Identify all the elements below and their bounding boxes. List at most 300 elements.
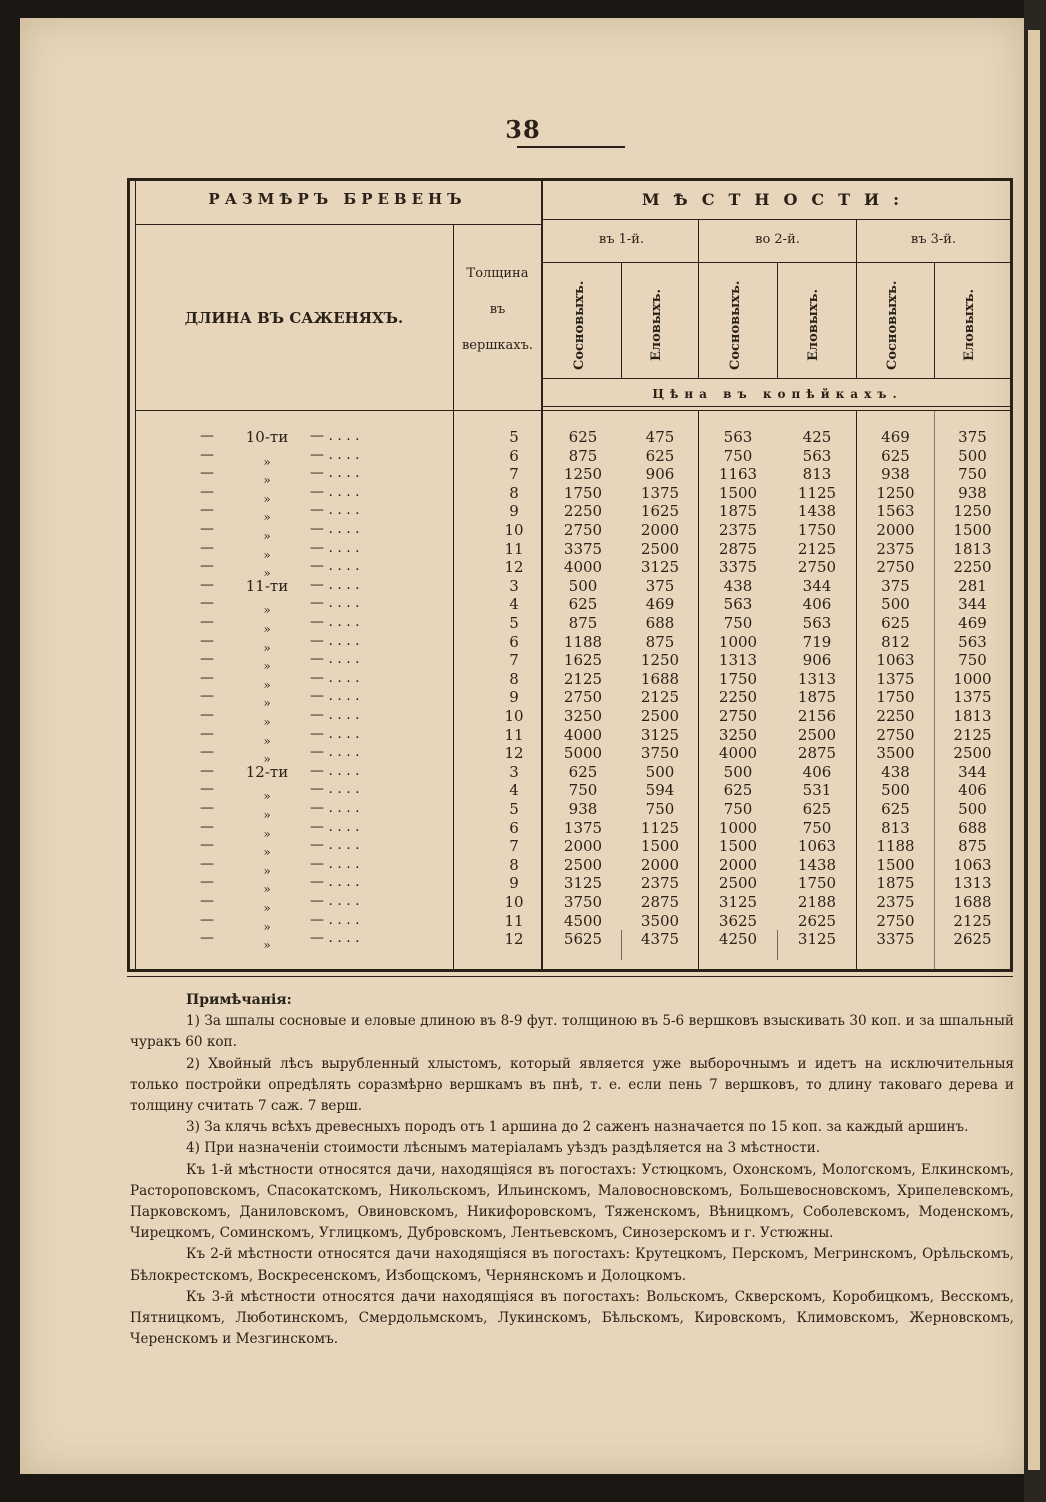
thickness-cell: 8 xyxy=(509,483,519,502)
price-cell: 625 xyxy=(881,446,910,465)
price-cell: 531 xyxy=(802,781,832,800)
dash: — xyxy=(200,781,214,798)
price-cell: 2500 xyxy=(953,744,992,763)
price-cell: 750 xyxy=(723,446,753,465)
dash: — xyxy=(200,539,214,556)
thickness-cell: 7 xyxy=(509,837,519,856)
price-cell: 2375 xyxy=(876,893,915,911)
price-cell: 2125 xyxy=(953,911,992,930)
notes xyxy=(130,990,1014,1350)
price-cell: 750 xyxy=(645,800,675,818)
length-cell: » xyxy=(263,677,271,692)
thickness-cell: 8 xyxy=(509,669,519,688)
price-cell: 938 xyxy=(881,465,910,484)
price-cell: 1688 xyxy=(953,893,992,911)
price-cell: 1625 xyxy=(563,651,603,670)
table-row xyxy=(0,893,1046,915)
thickness-cell: 5 xyxy=(509,614,519,632)
length-cell: » xyxy=(263,659,271,674)
price-cell: 1188 xyxy=(876,837,915,856)
leader-dots: — . . . . xyxy=(310,688,360,705)
price-cell: 406 xyxy=(802,762,832,781)
dash: — xyxy=(200,576,214,593)
price-cell: 469 xyxy=(645,595,675,614)
price-cell: 906 xyxy=(645,465,675,484)
length-cell: » xyxy=(263,454,271,469)
price-cell: 1625 xyxy=(640,502,680,521)
price-cell: 1875 xyxy=(876,874,915,893)
thickness-cell: 12 xyxy=(504,558,524,577)
dash: — xyxy=(200,855,214,872)
price-cell: 2125 xyxy=(563,669,603,688)
header-wood-spruce-1: Еловыхъ. xyxy=(649,288,664,362)
price-cell: 1500 xyxy=(953,521,992,539)
price-cell: 425 xyxy=(802,428,832,446)
dash: — xyxy=(200,595,214,612)
table-row xyxy=(0,707,1046,729)
length-cell: » xyxy=(263,919,271,934)
price-cell: 1375 xyxy=(953,688,992,707)
leader-dots: — . . . . xyxy=(310,800,360,816)
price-cell: 719 xyxy=(802,632,832,651)
price-cell: 3500 xyxy=(640,911,680,930)
page-number: 38 xyxy=(505,115,541,144)
price-cell: 2625 xyxy=(953,930,992,949)
thickness-cell: 7 xyxy=(509,651,519,670)
price-cell: 2000 xyxy=(640,521,680,539)
price-cell: 2750 xyxy=(718,707,758,725)
price-cell: 2500 xyxy=(718,874,758,893)
price-cell: 750 xyxy=(568,781,598,800)
length-cell: » xyxy=(263,845,271,860)
dash: — xyxy=(200,762,214,779)
length-cell: 12-ти xyxy=(245,762,289,781)
dash: — xyxy=(200,725,214,742)
price-cell: 1750 xyxy=(718,669,758,688)
leader-dots: — . . . . xyxy=(310,632,360,649)
price-cell: 1163 xyxy=(718,465,758,484)
leader-dots: — . . . . xyxy=(310,428,360,444)
length-cell: » xyxy=(263,696,271,711)
price-cell: 500 xyxy=(881,781,910,800)
length-cell: » xyxy=(263,808,271,822)
price-cell: 563 xyxy=(802,446,832,465)
leader-dots: — . . . . xyxy=(310,707,360,723)
price-cell: 1375 xyxy=(640,483,680,502)
length-cell: » xyxy=(263,826,271,841)
table-row xyxy=(0,855,1046,878)
header-thickness xyxy=(455,262,540,358)
table-row xyxy=(0,744,1046,767)
leader-dots: — . . . . xyxy=(310,837,360,854)
length-cell: » xyxy=(263,882,271,897)
table-row xyxy=(0,465,1046,488)
price-cell: 1500 xyxy=(640,837,680,856)
price-cell: 1500 xyxy=(718,483,758,502)
price-cell: 2250 xyxy=(563,502,603,521)
price-cell: 344 xyxy=(958,595,987,614)
dash: — xyxy=(200,688,214,705)
table-row xyxy=(0,539,1046,562)
dash: — xyxy=(200,502,214,519)
price-cell: 1125 xyxy=(640,818,680,837)
price-cell: 1875 xyxy=(797,688,837,707)
table-row xyxy=(0,763,1046,781)
price-cell: 812 xyxy=(881,632,910,651)
length-cell: » xyxy=(263,491,271,506)
price-cell: 3625 xyxy=(718,911,758,930)
leader-dots: — . . . . xyxy=(310,465,360,482)
dash: — xyxy=(200,818,214,835)
price-cell: 4500 xyxy=(563,911,603,930)
table-row xyxy=(0,781,1046,804)
header-region-3: въ 3-й. xyxy=(910,232,957,247)
thickness-cell: 5 xyxy=(509,428,519,446)
price-cell: 2375 xyxy=(640,874,680,893)
dash: — xyxy=(200,911,214,928)
price-cell: 3125 xyxy=(563,874,603,893)
price-cell: 2250 xyxy=(718,688,758,707)
table-row xyxy=(0,558,1046,581)
length-cell: » xyxy=(263,603,271,618)
price-cell: 625 xyxy=(568,595,598,614)
leader-dots: — . . . . xyxy=(310,725,360,742)
dash: — xyxy=(200,837,214,854)
leader-dots: — . . . . xyxy=(310,855,360,872)
header-log-size: РАЗМѢРЪ БРЕВЕНЪ xyxy=(208,190,467,208)
price-cell: 281 xyxy=(958,576,987,595)
price-cell: 1250 xyxy=(953,502,992,521)
price-cell: 500 xyxy=(958,800,987,818)
price-cell: 1500 xyxy=(718,837,758,856)
price-cell: 688 xyxy=(958,818,987,837)
price-cell: 1250 xyxy=(876,483,915,502)
header-region-2: во 2-й. xyxy=(755,232,800,247)
price-cell: 406 xyxy=(958,781,987,800)
price-cell: 2250 xyxy=(876,707,915,725)
price-cell: 5625 xyxy=(563,930,603,949)
header-wood-pine-2: Сосновыхъ. xyxy=(728,280,743,370)
price-cell: 1313 xyxy=(953,874,992,893)
price-cell: 1688 xyxy=(640,669,680,688)
price-cell: 1000 xyxy=(953,669,992,688)
price-cell: 1063 xyxy=(876,651,915,670)
price-cell: 938 xyxy=(958,483,987,502)
price-cell: 3500 xyxy=(876,744,915,763)
price-cell: 1000 xyxy=(718,818,758,837)
header-thickness-line-1: Толщина xyxy=(466,266,529,281)
price-cell: 2750 xyxy=(797,558,837,577)
header-wood-spruce-3: Еловыхъ. xyxy=(962,288,977,362)
price-cell: 500 xyxy=(645,762,675,781)
price-cell: 1313 xyxy=(718,651,758,670)
price-cell: 625 xyxy=(568,428,598,446)
price-cell: 1875 xyxy=(718,502,758,521)
price-cell: 1750 xyxy=(797,521,837,539)
table-row xyxy=(0,521,1046,543)
thickness-cell: 4 xyxy=(509,781,519,800)
leader-dots: — . . . . xyxy=(310,558,360,575)
header-thickness-line-3: вершкахъ. xyxy=(461,338,534,353)
dash: — xyxy=(200,428,214,444)
price-cell: 813 xyxy=(881,818,910,837)
price-cell: 1375 xyxy=(876,669,915,688)
price-cell: 500 xyxy=(881,595,910,614)
thickness-cell: 3 xyxy=(509,576,519,595)
price-cell: 2375 xyxy=(876,539,915,558)
dash: — xyxy=(200,614,214,630)
dash: — xyxy=(200,800,214,816)
price-cell: 625 xyxy=(723,781,753,800)
price-cell: 475 xyxy=(645,428,675,446)
dash: — xyxy=(200,465,214,482)
price-cell: 1250 xyxy=(640,651,680,670)
price-cell: 4375 xyxy=(640,930,680,949)
thickness-cell: 9 xyxy=(509,502,519,521)
thickness-cell: 7 xyxy=(509,465,519,484)
price-cell: 1563 xyxy=(876,502,915,521)
thickness-cell: 4 xyxy=(509,595,519,614)
price-cell: 3125 xyxy=(797,930,837,949)
leader-dots: — . . . . xyxy=(310,576,360,593)
price-cell: 4000 xyxy=(563,725,603,744)
table-row xyxy=(0,595,1046,618)
leader-dots: — . . . . xyxy=(310,651,360,668)
price-cell: 2125 xyxy=(797,539,837,558)
price-cell: 375 xyxy=(958,428,987,446)
header-wood-spruce-2: Еловыхъ. xyxy=(806,288,821,362)
price-cell: 438 xyxy=(881,762,910,781)
price-cell: 3125 xyxy=(640,558,680,577)
thickness-cell: 5 xyxy=(509,800,519,818)
price-cell: 813 xyxy=(802,465,832,484)
price-cell: 3375 xyxy=(718,558,758,577)
price-cell: 2125 xyxy=(640,688,680,707)
leader-dots: — . . . . xyxy=(310,818,360,835)
thickness-cell: 12 xyxy=(504,930,524,949)
thickness-cell: 8 xyxy=(509,855,519,874)
price-cell: 1500 xyxy=(876,855,915,874)
price-cell: 4250 xyxy=(718,930,758,949)
price-cell: 1813 xyxy=(953,707,992,725)
length-cell: » xyxy=(263,566,271,581)
price-cell: 563 xyxy=(723,595,753,614)
price-cell: 2125 xyxy=(953,725,992,744)
length-cell: » xyxy=(263,622,271,636)
leader-dots: — . . . . xyxy=(310,911,360,928)
length-cell: » xyxy=(263,789,271,804)
price-cell: 500 xyxy=(568,576,598,595)
dash: — xyxy=(200,558,214,575)
price-cell: 1188 xyxy=(563,632,603,651)
header-thickness-line-2: въ xyxy=(489,302,506,317)
table-row xyxy=(0,800,1046,822)
table-row xyxy=(0,428,1046,446)
dash: — xyxy=(200,874,214,891)
length-cell: » xyxy=(263,752,271,767)
price-cell: 2500 xyxy=(797,725,837,744)
table-row xyxy=(0,837,1046,860)
dash: — xyxy=(200,521,214,537)
price-cell: 4000 xyxy=(563,558,603,577)
price-cell: 2500 xyxy=(640,539,680,558)
price-cell: 1063 xyxy=(797,837,837,856)
note-4: 4) При назначеніи стоимости лѣснымъ матеріаламъ уѣздъ раздѣляется на 3 мѣстности. xyxy=(186,1140,821,1157)
header-price: Цѣна въ копѣйкахъ. xyxy=(652,387,903,401)
price-cell: 625 xyxy=(568,762,598,781)
price-cell: 1750 xyxy=(797,874,837,893)
price-cell: 1375 xyxy=(563,818,603,837)
note-region-3: Къ 3-й мѣстности относятся дачи находящіяся въ погостахъ: Вольскомъ, Скверскомъ, Коробицкомъ, Весскомъ, Пятницкомъ, Люботинскомъ, Смердольмскомъ, Лукинскомъ, Бѣльскомъ, Кировскомъ, Климовскомъ, Жерновскомъ, Черенскомъ и Мезгинскомъ. xyxy=(130,1288,1014,1348)
page-number-rule xyxy=(517,146,625,148)
leader-dots: — . . . . xyxy=(310,874,360,891)
price-cell: 3375 xyxy=(563,539,603,558)
price-cell: 2250 xyxy=(953,558,992,577)
price-cell: 750 xyxy=(723,800,753,818)
length-cell: » xyxy=(263,473,271,488)
leader-dots: — . . . . xyxy=(310,539,360,556)
leader-dots: — . . . . xyxy=(310,595,360,612)
price-cell: 1750 xyxy=(563,483,603,502)
price-cell: 875 xyxy=(568,446,598,465)
thickness-cell: 10 xyxy=(504,521,524,539)
price-cell: 344 xyxy=(958,762,987,781)
thickness-cell: 12 xyxy=(504,744,524,763)
price-cell: 563 xyxy=(802,614,832,632)
price-cell: 2750 xyxy=(876,558,915,577)
price-cell: 1438 xyxy=(797,855,837,874)
table-row xyxy=(0,577,1046,595)
leader-dots: — . . . . xyxy=(310,446,360,463)
price-cell: 2875 xyxy=(797,744,837,763)
price-cell: 1000 xyxy=(718,632,758,651)
price-cell: 2000 xyxy=(876,521,915,539)
price-cell: 500 xyxy=(958,446,987,465)
table-row xyxy=(0,446,1046,469)
price-cell: 563 xyxy=(723,428,753,446)
dash: — xyxy=(200,483,214,500)
length-cell: » xyxy=(263,733,271,748)
price-cell: 2750 xyxy=(876,725,915,744)
table-row xyxy=(0,483,1046,506)
table-row xyxy=(0,688,1046,711)
leader-dots: — . . . . xyxy=(310,762,360,779)
length-cell: » xyxy=(263,640,271,655)
price-cell: 625 xyxy=(881,800,910,818)
leader-dots: — . . . . xyxy=(310,781,360,798)
price-cell: 1750 xyxy=(876,688,915,707)
leader-dots: — . . . . xyxy=(310,521,360,537)
leader-dots: — . . . . xyxy=(310,893,360,909)
length-cell: » xyxy=(263,715,271,729)
price-cell: 2000 xyxy=(563,837,603,856)
note-2: 2) Хвойный лѣсъ вырубленный хлыстомъ, который является уже выборочнымъ и идетъ на исключительныя только постройки опредѣлять соразмѣрно вершкамъ въ пнѣ, т. е. если пень 7 вершковъ, то длину таковаго дерева и толщину считать 7 саж. 7 верш. xyxy=(130,1055,1014,1115)
dash: — xyxy=(200,930,214,947)
leader-dots: — . . . . xyxy=(310,502,360,519)
price-cell: 2500 xyxy=(640,707,680,725)
note-3: 3) За клячь всѣхъ древесныхъ породъ отъ 1 аршина до 2 саженъ назначается по 15 коп. за каждый аршинъ. xyxy=(186,1119,969,1136)
leader-dots: — . . . . xyxy=(310,930,360,947)
price-cell: 2875 xyxy=(718,539,758,558)
header-wood-pine-3: Сосновыхъ. xyxy=(885,280,900,370)
thickness-cell: 9 xyxy=(509,688,519,707)
price-cell: 1063 xyxy=(953,855,992,874)
length-cell: » xyxy=(263,510,271,525)
length-cell: » xyxy=(263,938,271,953)
table-row xyxy=(0,502,1046,525)
price-cell: 375 xyxy=(645,576,675,595)
price-cell: 500 xyxy=(723,762,753,781)
price-cell: 4000 xyxy=(718,744,758,763)
price-cell: 3250 xyxy=(563,707,603,725)
table-row xyxy=(0,725,1046,748)
length-cell: » xyxy=(263,547,271,562)
thickness-cell: 6 xyxy=(509,632,519,651)
price-cell: 750 xyxy=(723,614,753,632)
price-cell: 2156 xyxy=(797,707,837,725)
note-1: 1) За шпалы сосновые и еловые длиною въ 8-9 фут. толщиною въ 5-6 вершковъ взыскивать 30 коп. и за шпальный чуракъ 60 коп. xyxy=(130,1013,1014,1051)
header-localities: МѢСТНОСТИ: xyxy=(641,190,914,209)
dash: — xyxy=(200,446,214,463)
price-cell: 2625 xyxy=(797,911,837,930)
price-cell: 5000 xyxy=(563,744,603,763)
dash: — xyxy=(200,744,214,761)
table-row xyxy=(0,930,1046,953)
price-cell: 3125 xyxy=(640,725,680,744)
header-region-1: въ 1-й. xyxy=(598,232,645,247)
thickness-cell: 11 xyxy=(504,539,524,558)
price-cell: 2375 xyxy=(718,521,758,539)
table-row xyxy=(0,651,1046,674)
price-cell: 2188 xyxy=(797,893,837,911)
price-cell: 875 xyxy=(568,614,598,632)
price-cell: 938 xyxy=(568,800,598,818)
dash: — xyxy=(200,632,214,649)
table-row xyxy=(0,874,1046,897)
price-cell: 625 xyxy=(645,446,675,465)
price-cell: 344 xyxy=(802,576,832,595)
leader-dots: — . . . . xyxy=(310,614,360,630)
price-cell: 1125 xyxy=(797,483,837,502)
thickness-cell: 3 xyxy=(509,762,519,781)
price-cell: 2750 xyxy=(563,688,603,707)
price-cell: 2750 xyxy=(563,521,603,539)
price-cell: 875 xyxy=(958,837,987,856)
table-row xyxy=(0,818,1046,841)
price-cell: 1813 xyxy=(953,539,992,558)
leader-dots: — . . . . xyxy=(310,483,360,500)
note-region-1: Къ 1-й мѣстности относятся дачи, находящіяся въ погостахъ: Устюцкомъ, Охонскомъ, Мологскомъ, Елкинскомъ, Растороповскомъ, Спасокатскомъ, Никольскомъ, Ильинскомъ, Маловосновскомъ, Большевосновскомъ, Хрипелевскомъ, Парковскомъ, Даниловскомъ, Овиновскомъ, Никифоровскомъ, Тяженскомъ, Вѣницкомъ, Соболевскомъ, Моденскомъ, Чирецкомъ, Соминскомъ, Углицкомъ, Дубровскомъ, Лентьевскомъ, Синозерскомъ и г. Устюжны. xyxy=(130,1161,1014,1242)
price-cell: 563 xyxy=(958,632,987,651)
dash: — xyxy=(200,893,214,909)
price-cell: 3250 xyxy=(718,725,758,744)
table-row xyxy=(0,911,1046,934)
price-cell: 750 xyxy=(958,651,987,670)
thickness-cell: 6 xyxy=(509,818,519,837)
length-cell: 11-ти xyxy=(245,576,289,595)
price-cell: 750 xyxy=(802,818,832,837)
table-row xyxy=(0,632,1046,655)
price-cell: 3375 xyxy=(876,930,915,949)
price-cell: 2000 xyxy=(640,855,680,874)
table-row xyxy=(0,669,1046,692)
price-cell: 875 xyxy=(645,632,675,651)
leader-dots: — . . . . xyxy=(310,669,360,686)
price-cell: 688 xyxy=(645,614,675,632)
price-cell: 1313 xyxy=(797,669,837,688)
price-cell: 625 xyxy=(881,614,910,632)
dash: — xyxy=(200,707,214,723)
